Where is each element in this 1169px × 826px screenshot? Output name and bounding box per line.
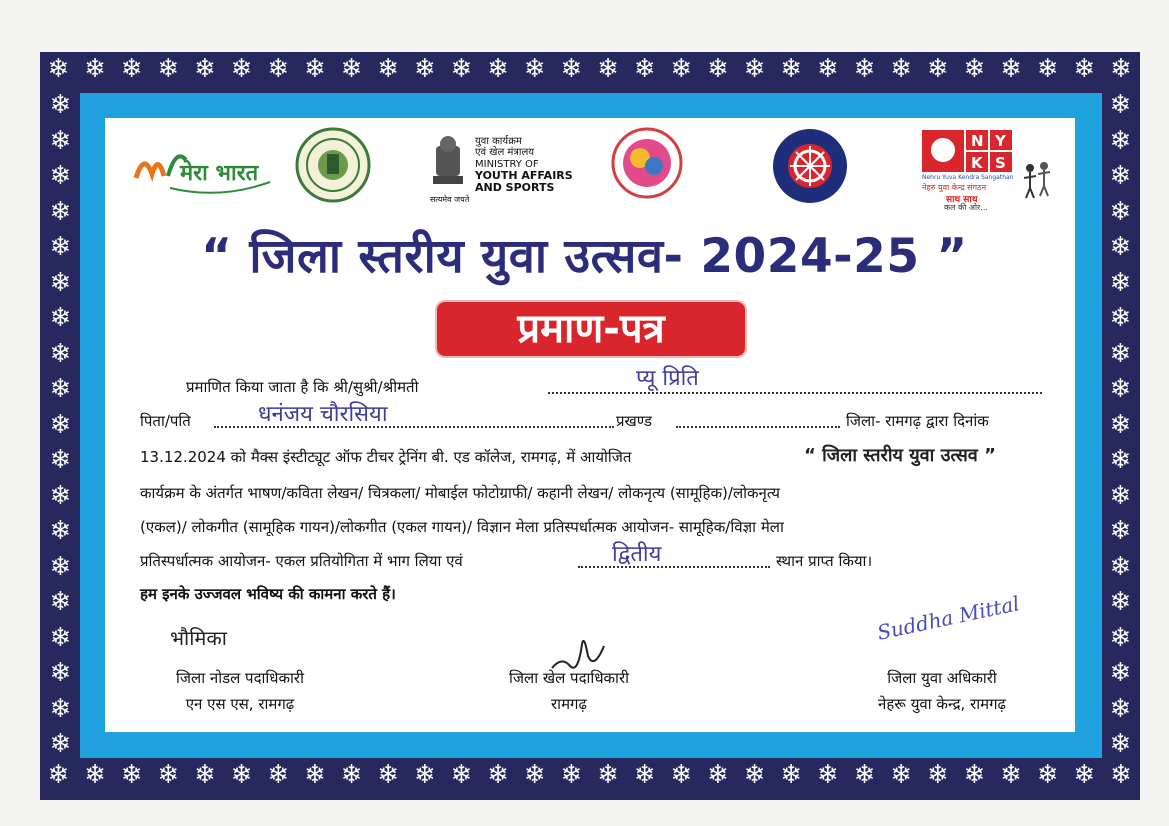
snowflake-icon: ❄	[597, 760, 619, 790]
snowflake-icon: ❄	[304, 54, 326, 84]
snowflake-icon: ❄	[1109, 125, 1132, 156]
snowflake-icon: ❄	[523, 54, 546, 84]
recipient-name-handwritten: प्यू प्रिति	[636, 366, 699, 391]
snowflake-icon: ❄	[743, 760, 766, 790]
snowflake-icon: ❄	[49, 622, 72, 653]
snowflake-border-top	[42, 56, 1138, 89]
snowflake-icon: ❄	[1109, 196, 1132, 227]
snowflake-icon: ❄	[194, 54, 216, 84]
prakhand-label: प्रखण्ड	[616, 412, 652, 430]
youth-fest-seal-icon	[610, 126, 684, 200]
sports-officer-org: रामगढ़	[551, 695, 587, 713]
snowflake-icon: ❄	[1109, 516, 1132, 546]
snowflake-icon: ❄	[817, 54, 839, 84]
nyks-letter-n: N	[971, 132, 984, 150]
snowflake-icon: ❄	[1110, 54, 1132, 84]
certificate-title: “ जिला स्तरीय युवा उत्सव- 2024-25 ”	[201, 229, 968, 284]
snowflake-icon: ❄	[49, 445, 72, 475]
snowflake-icon: ❄	[1109, 409, 1132, 440]
sports-officer-title: जिला खेल पदाधिकारी	[509, 669, 629, 687]
snowflake-icon: ❄	[267, 54, 290, 84]
snowflake-icon: ❄	[1109, 551, 1132, 582]
snowflake-icon: ❄	[560, 760, 583, 790]
snowflake-icon: ❄	[890, 54, 913, 84]
snowflake-icon: ❄	[49, 303, 72, 333]
youth-officer-title: जिला युवा अधिकारी	[887, 669, 997, 687]
position-dotted-line	[578, 566, 770, 568]
ministry-english-2: YOUTH AFFAIRS	[475, 169, 573, 182]
snowflake-icon: ❄	[340, 54, 363, 84]
snowflake-icon: ❄	[853, 760, 876, 790]
district-date-label: जिला- रामगढ़ द्वारा दिनांक	[846, 412, 989, 430]
people-figures-icon	[1022, 160, 1054, 200]
nyks-letter-y: Y	[995, 132, 1006, 150]
prakhand-dotted-line	[676, 426, 840, 428]
snowflake-icon: ❄	[743, 54, 766, 84]
nyks-logo	[922, 130, 1062, 210]
father-label: पिता/पति	[140, 412, 191, 430]
position-handwritten: द्वितीय	[612, 542, 662, 567]
name-dotted-line	[548, 392, 1042, 394]
snowflake-icon: ❄	[560, 54, 583, 84]
snowflake-icon: ❄	[926, 760, 949, 790]
certificate-badge	[437, 302, 745, 356]
snowflake-icon: ❄	[1073, 760, 1096, 790]
snowflake-icon: ❄	[1109, 693, 1132, 724]
nyks-tagline-2: कल की ओर...	[944, 203, 988, 212]
snowflake-icon: ❄	[963, 760, 986, 790]
program-list-line-2: (एकल)/ लोकगीत (सामूहिक गायन)/लोकगीत (एकल गायन)/ विज्ञान मेला प्रतिस्पर्धात्मक आयोजन- सामूहिक/विज्ञा मेला	[140, 518, 784, 536]
snowflake-icon: ❄	[1109, 338, 1132, 369]
signature-nodal-officer: भौमिका	[170, 626, 227, 650]
snowflake-border-left	[44, 92, 77, 764]
snowflake-icon: ❄	[49, 729, 72, 759]
snowflake-icon: ❄	[670, 54, 693, 84]
jharkhand-youth-fest-logo	[610, 126, 684, 204]
snowflake-icon: ❄	[450, 760, 473, 790]
snowflake-icon: ❄	[1073, 54, 1096, 84]
snowflake-icon: ❄	[49, 374, 72, 404]
snowflake-icon: ❄	[414, 54, 436, 84]
certify-label: प्रमाणित किया जाता है कि श्री/सुश्री/श्रीमती	[186, 378, 419, 396]
snowflake-icon: ❄	[597, 54, 619, 84]
snowflake-icon: ❄	[84, 760, 107, 790]
snowflake-border-right	[1104, 92, 1137, 764]
snowflake-icon: ❄	[1109, 232, 1132, 262]
snowflake-icon: ❄	[707, 54, 729, 84]
snowflake-icon: ❄	[487, 54, 510, 84]
snowflake-icon: ❄	[230, 54, 253, 84]
snowflake-icon: ❄	[377, 760, 400, 790]
meri-bharat-logo	[130, 140, 280, 200]
snowflake-icon: ❄	[1109, 622, 1132, 653]
jharkhand-seal-icon	[294, 126, 372, 204]
youth-officer-org: नेहरू युवा केन्द्र, रामगढ़	[878, 695, 1006, 713]
ministry-english-3: AND SPORTS	[475, 181, 555, 194]
snowflake-icon: ❄	[1036, 760, 1059, 790]
meri-bharat-text: मेरा भारत	[180, 161, 259, 186]
ashoka-emblem-icon	[428, 132, 468, 194]
nyks-hindi-name: नेहरु युवा केन्द्र संगठन	[922, 183, 987, 192]
snowflake-icon: ❄	[49, 232, 72, 262]
snowflake-icon: ❄	[1000, 54, 1023, 84]
ministry-hindi-1: युवा कार्यक्रम	[475, 136, 522, 147]
snowflake-icon: ❄	[633, 760, 656, 790]
snowflake-icon: ❄	[49, 90, 72, 120]
snowflake-icon: ❄	[523, 760, 546, 790]
snowflake-icon: ❄	[340, 760, 363, 790]
nyks-emblem-icon	[922, 130, 1012, 172]
snowflake-icon: ❄	[120, 54, 143, 84]
snowflake-icon: ❄	[230, 760, 253, 790]
snowflake-icon: ❄	[817, 760, 839, 790]
ministry-hindi-2: एवं खेल मंत्रालय	[475, 147, 535, 158]
snowflake-icon: ❄	[414, 760, 436, 790]
jharkhand-govt-seal	[294, 126, 372, 208]
snowflake-icon: ❄	[1000, 760, 1023, 790]
meri-bharat-icon	[130, 140, 280, 200]
signature-youth-officer: Suddha Mittal	[875, 591, 1022, 645]
snowflake-icon: ❄	[1109, 658, 1132, 688]
nyks-english-name: Nehru Yuva Kendra Sangathan	[922, 174, 1014, 181]
snowflake-icon: ❄	[49, 658, 72, 688]
event-name-bold: “ जिला स्तरीय युवा उत्सव ”	[804, 445, 996, 466]
nss-wheel-icon	[770, 126, 850, 206]
snowflake-border-bottom	[42, 762, 1138, 795]
snowflake-icon: ❄	[120, 760, 143, 790]
snowflake-icon: ❄	[1109, 161, 1132, 191]
snowflake-icon: ❄	[49, 516, 72, 546]
nyks-letter-k: K	[971, 154, 983, 172]
snowflake-icon: ❄	[963, 54, 986, 84]
position-suffix: स्थान प्राप्त किया।	[776, 552, 873, 570]
snowflake-icon: ❄	[49, 161, 72, 191]
snowflake-icon: ❄	[1109, 445, 1132, 475]
snowflake-icon: ❄	[780, 760, 803, 790]
snowflake-icon: ❄	[47, 760, 70, 790]
snowflake-icon: ❄	[49, 267, 72, 298]
ministry-english-1: MINISTRY OF	[475, 159, 539, 170]
snowflake-icon: ❄	[1109, 303, 1132, 333]
snowflake-icon: ❄	[49, 338, 72, 369]
wishes-line: हम इनके उज्जवल भविष्य की कामना करते हैं।	[140, 585, 396, 603]
snowflake-icon: ❄	[49, 693, 72, 724]
snowflake-icon: ❄	[377, 54, 400, 84]
snowflake-icon: ❄	[1109, 267, 1132, 298]
snowflake-icon: ❄	[1109, 374, 1132, 404]
nyks-tagline: साथ साथ	[946, 195, 978, 205]
snowflake-icon: ❄	[890, 760, 913, 790]
snowflake-icon: ❄	[633, 54, 656, 84]
snowflake-icon: ❄	[49, 587, 72, 617]
snowflake-icon: ❄	[780, 54, 803, 84]
snowflake-icon: ❄	[1110, 760, 1132, 790]
snowflake-icon: ❄	[670, 760, 693, 790]
snowflake-icon: ❄	[707, 760, 729, 790]
snowflake-icon: ❄	[1109, 90, 1132, 120]
snowflake-icon: ❄	[157, 760, 180, 790]
snowflake-icon: ❄	[1109, 587, 1132, 617]
ministry-motto: सत्यमेव जयते	[430, 195, 470, 204]
snowflake-icon: ❄	[49, 196, 72, 227]
snowflake-icon: ❄	[450, 54, 473, 84]
nodal-officer-org: एन एस एस, रामगढ़	[185, 695, 295, 713]
ministry-youth-affairs-logo	[428, 132, 578, 206]
participation-label: प्रतिस्पर्धात्मक आयोजन- एकल प्रतियोगिता में भाग लिया एवं	[140, 552, 463, 570]
snowflake-icon: ❄	[49, 480, 72, 511]
program-list-line-1: कार्यक्रम के अंतर्गत भाषण/कविता लेखन/ चित्रकला/ मोबाईल फोटोग्राफी/ कहानी लेखन/ लोकनृत्य (सामूहिक)/लोकनृत्य	[140, 484, 780, 502]
snowflake-icon: ❄	[267, 760, 290, 790]
snowflake-icon: ❄	[1109, 480, 1132, 511]
snowflake-icon: ❄	[47, 54, 70, 84]
snowflake-icon: ❄	[49, 125, 72, 156]
nss-logo	[770, 126, 850, 210]
snowflake-icon: ❄	[1109, 729, 1132, 759]
snowflake-icon: ❄	[194, 760, 216, 790]
snowflake-icon: ❄	[487, 760, 510, 790]
snowflake-icon: ❄	[157, 54, 180, 84]
father-name-handwritten: धनंजय चौरसिया	[258, 402, 388, 427]
snowflake-icon: ❄	[49, 551, 72, 582]
snowflake-icon: ❄	[926, 54, 949, 84]
snowflake-icon: ❄	[1036, 54, 1059, 84]
snowflake-icon: ❄	[304, 760, 326, 790]
snowflake-icon: ❄	[84, 54, 107, 84]
badge-text: प्रमाण-पत्र	[517, 306, 665, 352]
event-date-venue: 13.12.2024 को मैक्स इंस्टीट्यूट ऑफ टीचर ट्रेनिंग बी. एड कॉलेज, रामगढ़, में आयोजित	[140, 448, 632, 466]
snowflake-icon: ❄	[49, 409, 72, 440]
nyks-letter-s: S	[995, 154, 1006, 172]
nodal-officer-title: जिला नोडल पदाधिकारी	[176, 669, 304, 687]
snowflake-icon: ❄	[853, 54, 876, 84]
